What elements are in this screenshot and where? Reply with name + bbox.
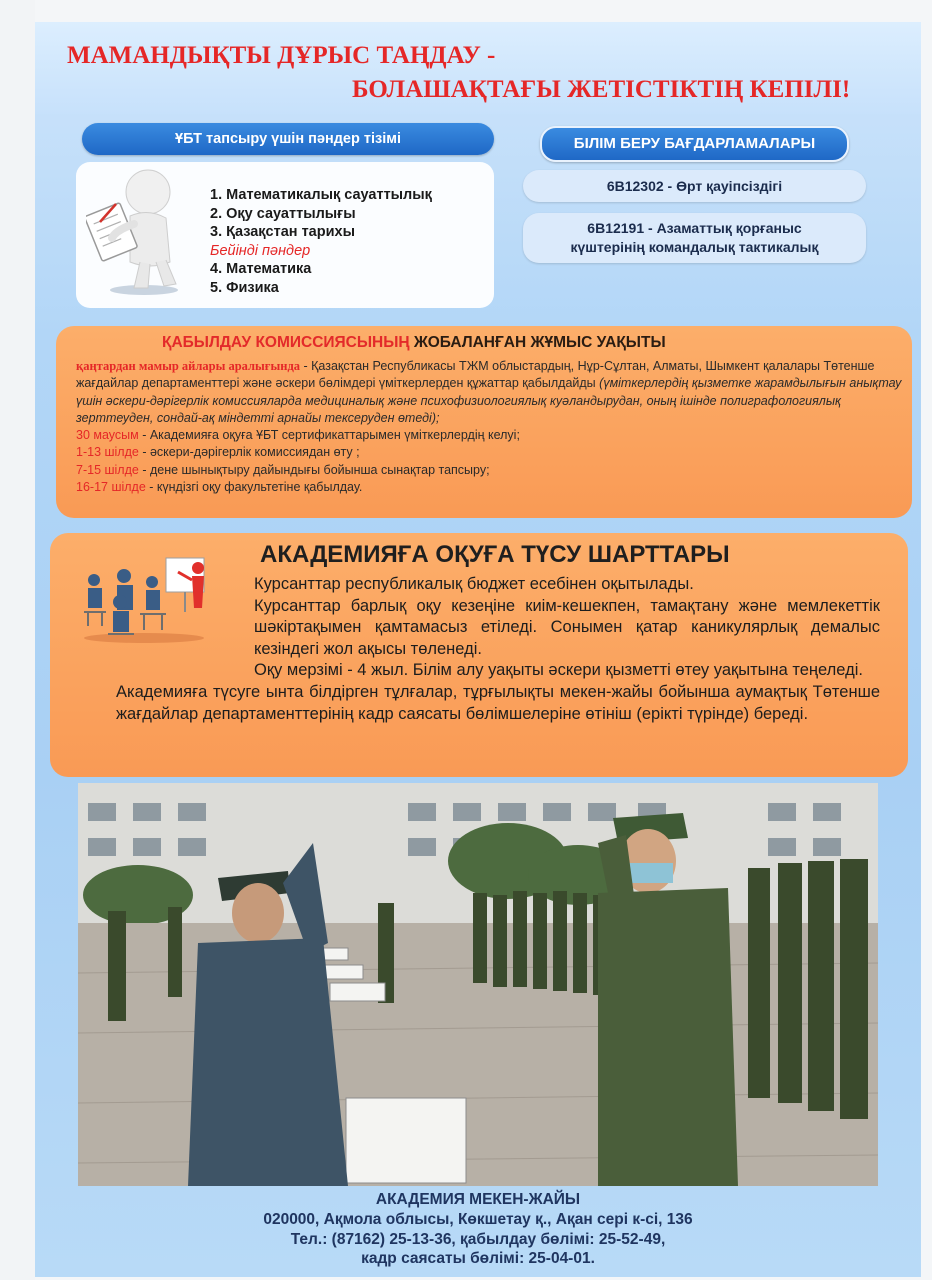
programs-title: БІЛІМ БЕРУ БАҒДАРЛАМАЛАРЫ	[540, 126, 849, 162]
person-with-clipboard-icon	[86, 166, 198, 296]
conditions-paragraph: Курсанттар барлық оқу кезеңіне киім-кешекпен, тамақтану және мемлекеттік шәкіртақымен қамтамасыз етіледі. Сонымен қатар каникулярлық демалыс кезіндегі жол ақысы төленеді.	[254, 596, 880, 658]
footer-hr-phone: кадр саясаты бөлімі: 25-04-01.	[361, 1250, 595, 1268]
subject-item: 3. Қазақстан тарихы	[210, 224, 355, 241]
cadets-parade-photo	[78, 783, 878, 1186]
header-title-line2: БОЛАШАҚТАҒЫ ЖЕТІСТІКТІҢ КЕПІЛІ!	[352, 76, 851, 103]
schedule-row: 7-15 шілде - дене шынықтыру дайындығы бойынша сынақтар тапсыру;	[76, 462, 490, 477]
conditions-title: АКАДЕМИЯҒА ОҚУҒА ТҮСУ ШАРТТАРЫ	[260, 541, 730, 568]
program-item: 6В12191 - Азаматтық қорғаныс күштерінің командалық тактикалық	[523, 213, 866, 263]
conditions-paragraph: Оқу мерзімі - 4 жыл. Білім алу уақыты әскери қызметті өтеу уақытына теңеледі.	[254, 661, 863, 680]
conditions-paragraph: Академияға түсуге ынта білдірген тұлғалар, тұрғылықты мекен-жайы бойынша аумақтық Төтенше жағдайлар департаменттерінің кадр саясаты бөлімшелеріне өтініш (ерікті түрінде) береді.	[116, 682, 880, 723]
footer-address-line: 020000, Ақмола облысы, Көкшетау қ., Ақан сері к-сі, 136	[263, 1210, 693, 1228]
schedule-row: 1-13 шілде - әскери-дәрігерлік комиссиядан өту ;	[76, 445, 360, 460]
subject-item: 4. Математика	[210, 261, 312, 278]
schedule-row: 16-17 шілде - күндізгі оқу факультетіне қабылдау.	[76, 480, 363, 495]
footer-title: АКАДЕМИЯ МЕКЕН-ЖАЙЫ	[375, 1191, 581, 1208]
header-title-line1: МАМАНДЫҚТЫ ДҰРЫС ТАҢДАУ -	[67, 42, 496, 69]
schedule-row: 30 маусым - Академияға оқуға ҰБТ сертификаттарымен үміткерлердің келуі;	[76, 428, 520, 443]
subjects-title: ҰБТ тапсыру үшін пәндер тізімі	[82, 123, 494, 155]
footer-phone: Тел.: (87162) 25-13-36, қабылдау бөлімі: 25-52-49,	[290, 1230, 666, 1248]
commission-text: қаңтардан мамыр айлары аралығында - Қазақстан Республикасы ТЖМ облыстардың, Нұр-Сұлтан, Алматы, Шымкент қалалары Төтенше жағдайлар департаменттері және әскери бөлімдері үміткерлерден құжаттар қабылдайды (үміткерлердің қызметке жарамдылығын анықтау үшін әскери-дәрігерлік комиссияларда медициналық және психофизиологиялық куәландырудан, оның ішінде полиграфологиялық зерттеуден, сондай-ақ міндетті арнайы тексеруден өтеді); 30 маусым - Академияға оқуға ҰБТ сертификаттарымен үміткерлердің келуі; 1-13 шілде - әскери-дәрігерлік комиссиядан өту ; 7-15 шілде - дене шынықтыру дайындығы бойынша сынақтар тапсыру; 16-17 шілде - күндізгі оқу факультетіне қабылдау.	[76, 358, 916, 496]
subject-item: 2. Оқу сауаттылығы	[210, 205, 356, 222]
conditions-paragraph: Курсанттар республикалық бюджет есебінен оқытылады.	[254, 575, 694, 593]
conditions-text	[80, 574, 880, 725]
commission-title: ҚАБЫЛДАУ КОМИССИЯСЫНЫҢ ЖОБАЛАНҒАН ЖҰМЫС УАҚЫТЫ	[162, 334, 666, 351]
profile-subjects-label: Бейінді пәндер	[210, 242, 311, 259]
subjects-list	[210, 186, 432, 298]
scan-margin	[0, 0, 35, 1280]
subject-item: 5. Физика	[210, 279, 279, 296]
footer-address	[35, 1190, 921, 1269]
program-item: 6В12302 - Өрт қауіпсіздігі	[523, 170, 866, 202]
subject-item: 1. Математикалық сауаттылық	[210, 187, 432, 203]
commission-period: қаңтардан мамыр айлары аралығында	[76, 359, 301, 373]
